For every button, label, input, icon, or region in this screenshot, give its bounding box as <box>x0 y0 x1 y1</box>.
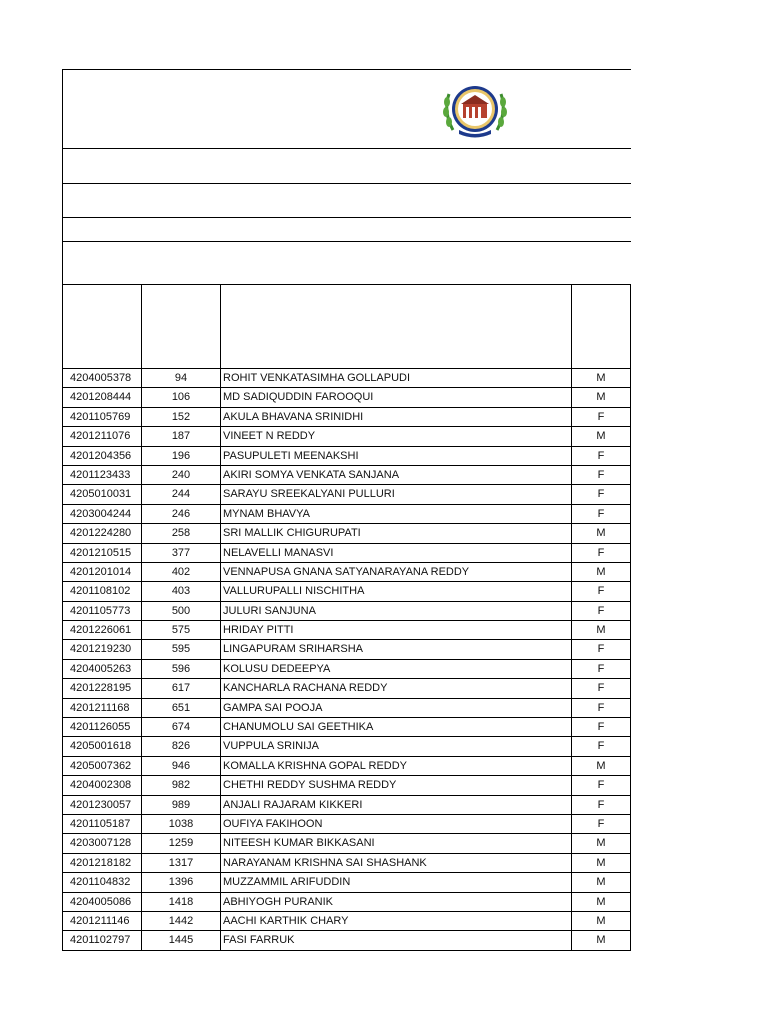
table-row <box>63 796 631 815</box>
student-name-cell: SRI MALLIK CHIGURUPATI <box>221 524 572 542</box>
rank-cell: 595 <box>142 640 221 658</box>
gender-cell: M <box>572 524 631 542</box>
table-row <box>63 854 631 873</box>
student-name-cell: VENNAPUSA GNANA SATYANARAYANA REDDY <box>221 563 572 581</box>
student-name-cell: OUFIYA FAKIHOON <box>221 815 572 833</box>
student-name-cell: KANCHARLA RACHANA REDDY <box>221 679 572 697</box>
student-name-cell: AKULA BHAVANA SRINIDHI <box>221 408 572 426</box>
student-id-cell: 4201218182 <box>63 854 142 872</box>
table-row <box>63 912 631 931</box>
gender-cell: F <box>572 776 631 794</box>
student-id-cell: 4201228195 <box>63 679 142 697</box>
table-row <box>63 563 631 582</box>
table-row <box>63 505 631 524</box>
table-row <box>63 621 631 640</box>
student-id-cell: 4201211168 <box>63 699 142 717</box>
gender-cell: F <box>572 466 631 484</box>
student-id-cell: 4201208444 <box>63 388 142 406</box>
gender-cell: M <box>572 931 631 949</box>
student-name-cell: PASUPULETI MEENAKSHI <box>221 447 572 465</box>
student-id-cell: 4204005086 <box>63 893 142 911</box>
table-row <box>63 737 631 756</box>
rank-cell: 1418 <box>142 893 221 911</box>
gender-cell: F <box>572 699 631 717</box>
table-row <box>63 408 631 427</box>
column-header-gender <box>572 285 631 368</box>
rank-cell: 651 <box>142 699 221 717</box>
rank-cell: 989 <box>142 796 221 814</box>
student-name-cell: AKIRI SOMYA VENKATA SANJANA <box>221 466 572 484</box>
rank-cell: 1442 <box>142 912 221 930</box>
gender-cell: M <box>572 893 631 911</box>
header-title-row <box>63 70 631 149</box>
student-id-cell: 4201105187 <box>63 815 142 833</box>
admission-list-sheet <box>62 69 631 951</box>
table-row <box>63 931 631 950</box>
header-row-5 <box>63 242 631 285</box>
student-name-cell: KOMALLA KRISHNA GOPAL REDDY <box>221 757 572 775</box>
rank-cell: 187 <box>142 427 221 445</box>
student-name-cell: ROHIT VENKATASIMHA GOLLAPUDI <box>221 369 572 387</box>
student-id-cell: 4205007362 <box>63 757 142 775</box>
student-id-cell: 4203007128 <box>63 834 142 852</box>
rank-cell: 575 <box>142 621 221 639</box>
rank-cell: 1038 <box>142 815 221 833</box>
gender-cell: F <box>572 815 631 833</box>
table-row <box>63 834 631 853</box>
student-id-cell: 4201230057 <box>63 796 142 814</box>
gender-cell: F <box>572 408 631 426</box>
rank-cell: 1396 <box>142 873 221 891</box>
gender-cell: F <box>572 447 631 465</box>
student-name-cell: CHETHI REDDY SUSHMA REDDY <box>221 776 572 794</box>
student-name-cell: AACHI KARTHIK CHARY <box>221 912 572 930</box>
gender-cell: M <box>572 388 631 406</box>
student-name-cell: CHANUMOLU SAI GEETHIKA <box>221 718 572 736</box>
student-name-cell: SARAYU SREEKALYANI PULLURI <box>221 485 572 503</box>
student-id-cell: 4205001618 <box>63 737 142 755</box>
rank-cell: 152 <box>142 408 221 426</box>
student-name-cell: MD SADIQUDDIN FAROOQUI <box>221 388 572 406</box>
column-header-name <box>221 285 572 368</box>
gender-cell: M <box>572 427 631 445</box>
student-id-cell: 4201219230 <box>63 640 142 658</box>
rank-cell: 826 <box>142 737 221 755</box>
table-row <box>63 369 631 388</box>
rank-cell: 258 <box>142 524 221 542</box>
gender-cell: F <box>572 582 631 600</box>
college-emblem-logo <box>439 84 511 142</box>
gender-cell: F <box>572 544 631 562</box>
student-name-cell: JULURI SANJUNA <box>221 602 572 620</box>
header-row-4 <box>63 218 631 242</box>
rank-cell: 617 <box>142 679 221 697</box>
gender-cell: F <box>572 505 631 523</box>
gender-cell: F <box>572 660 631 678</box>
gender-cell: F <box>572 718 631 736</box>
gender-cell: F <box>572 679 631 697</box>
student-id-cell: 4204002308 <box>63 776 142 794</box>
student-id-cell: 4204005378 <box>63 369 142 387</box>
table-row <box>63 388 631 407</box>
student-name-cell: NITEESH KUMAR BIKKASANI <box>221 834 572 852</box>
student-id-cell: 4201201014 <box>63 563 142 581</box>
rank-cell: 244 <box>142 485 221 503</box>
gender-cell: M <box>572 369 631 387</box>
student-id-cell: 4203004244 <box>63 505 142 523</box>
student-name-cell: ABHIYOGH PURANIK <box>221 893 572 911</box>
student-name-cell: FASI FARRUK <box>221 931 572 949</box>
student-name-cell: MUZZAMMIL ARIFUDDIN <box>221 873 572 891</box>
rank-cell: 1259 <box>142 834 221 852</box>
gender-cell: M <box>572 834 631 852</box>
table-row <box>63 640 631 659</box>
table-row <box>63 524 631 543</box>
table-row <box>63 582 631 601</box>
rank-cell: 106 <box>142 388 221 406</box>
header-row-2 <box>63 149 631 184</box>
table-row <box>63 466 631 485</box>
gender-cell: F <box>572 485 631 503</box>
student-id-cell: 4201105769 <box>63 408 142 426</box>
student-name-cell: HRIDAY PITTI <box>221 621 572 639</box>
student-name-cell: VUPPULA SRINIJA <box>221 737 572 755</box>
rank-cell: 946 <box>142 757 221 775</box>
rank-cell: 246 <box>142 505 221 523</box>
student-id-cell: 4201226061 <box>63 621 142 639</box>
table-row <box>63 699 631 718</box>
rank-cell: 377 <box>142 544 221 562</box>
rank-cell: 1445 <box>142 931 221 949</box>
rank-cell: 196 <box>142 447 221 465</box>
student-id-cell: 4201211146 <box>63 912 142 930</box>
gender-cell: M <box>572 621 631 639</box>
gender-cell: F <box>572 737 631 755</box>
student-id-cell: 4201126055 <box>63 718 142 736</box>
table-row <box>63 660 631 679</box>
rank-cell: 982 <box>142 776 221 794</box>
table-row <box>63 873 631 892</box>
student-id-cell: 4201224280 <box>63 524 142 542</box>
student-id-cell: 4201102797 <box>63 931 142 949</box>
student-name-cell: VALLURUPALLI NISCHITHA <box>221 582 572 600</box>
rank-cell: 674 <box>142 718 221 736</box>
student-id-cell: 4204005263 <box>63 660 142 678</box>
table-row <box>63 544 631 563</box>
student-id-cell: 4201108102 <box>63 582 142 600</box>
gender-cell: M <box>572 854 631 872</box>
rank-cell: 596 <box>142 660 221 678</box>
student-id-cell: 4201211076 <box>63 427 142 445</box>
student-name-cell: ANJALI RAJARAM KIKKERI <box>221 796 572 814</box>
table-row <box>63 602 631 621</box>
table-row <box>63 718 631 737</box>
column-header-id <box>63 285 142 368</box>
student-id-cell: 4201210515 <box>63 544 142 562</box>
rank-cell: 240 <box>142 466 221 484</box>
student-name-cell: NELAVELLI MANASVI <box>221 544 572 562</box>
student-name-cell: VINEET N REDDY <box>221 427 572 445</box>
rank-cell: 94 <box>142 369 221 387</box>
student-name-cell: KOLUSU DEDEEPYA <box>221 660 572 678</box>
student-id-cell: 4201104832 <box>63 873 142 891</box>
gender-cell: M <box>572 912 631 930</box>
table-row <box>63 776 631 795</box>
gender-cell: M <box>572 757 631 775</box>
gender-cell: F <box>572 796 631 814</box>
table-row <box>63 815 631 834</box>
student-id-cell: 4201204356 <box>63 447 142 465</box>
table-row <box>63 757 631 776</box>
student-name-cell: MYNAM BHAVYA <box>221 505 572 523</box>
student-id-cell: 4201123433 <box>63 466 142 484</box>
table-row <box>63 893 631 912</box>
student-rows <box>63 369 631 951</box>
column-header-row <box>63 285 631 369</box>
table-row <box>63 485 631 504</box>
gender-cell: M <box>572 873 631 891</box>
student-name-cell: LINGAPURAM SRIHARSHA <box>221 640 572 658</box>
column-header-rank <box>142 285 221 368</box>
table-row <box>63 427 631 446</box>
rank-cell: 402 <box>142 563 221 581</box>
student-id-cell: 4201105773 <box>63 602 142 620</box>
rank-cell: 403 <box>142 582 221 600</box>
table-row <box>63 679 631 698</box>
table-row <box>63 447 631 466</box>
student-name-cell: GAMPA SAI POOJA <box>221 699 572 717</box>
student-id-cell: 4205010031 <box>63 485 142 503</box>
rank-cell: 500 <box>142 602 221 620</box>
rank-cell: 1317 <box>142 854 221 872</box>
gender-cell: M <box>572 563 631 581</box>
gender-cell: F <box>572 640 631 658</box>
student-name-cell: NARAYANAM KRISHNA SAI SHASHANK <box>221 854 572 872</box>
header-row-3 <box>63 184 631 218</box>
gender-cell: F <box>572 602 631 620</box>
